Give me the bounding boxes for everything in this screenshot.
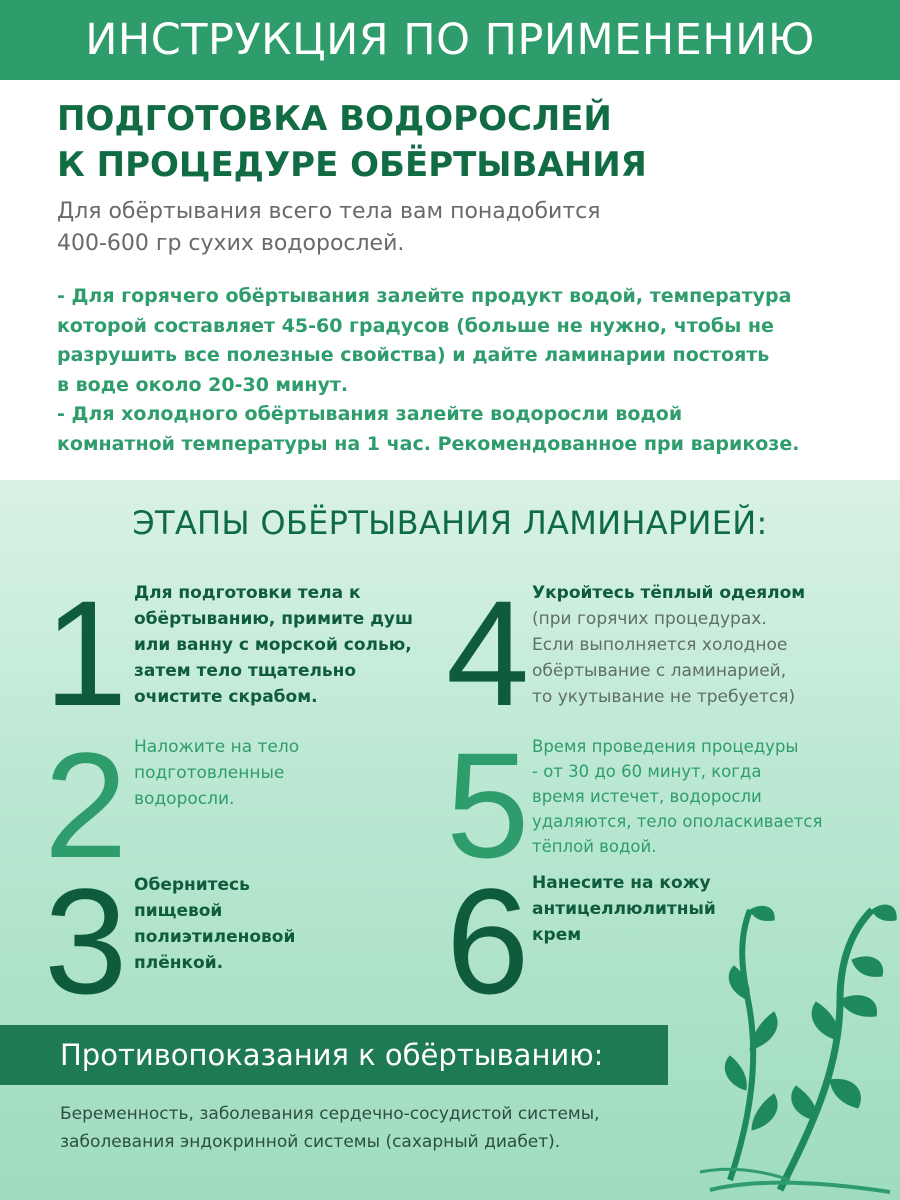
step-text-line: Обернитесь — [134, 875, 250, 895]
contraindications-line: заболевания эндокринной системы (сахарный диабет). — [60, 1132, 561, 1152]
step-text-line: подготовленные — [134, 763, 285, 783]
step-text-line: или ванну с морской солью, — [134, 635, 412, 655]
step-text-line: Нанесите на кожу — [532, 873, 711, 893]
preparation-title-line: К ПРОЦЕДУРЕ ОБЁРТЫВАНИЯ — [57, 145, 647, 185]
step-text-line: Время проведения процедуры — [532, 737, 799, 756]
step-6-number: 6 — [446, 857, 530, 1025]
contraindications-title: Противопоказания к обёртыванию: — [60, 1038, 604, 1072]
step-text-line: удаляются, тело ополаскивается — [532, 812, 823, 831]
step-text-line: Наложите на тело — [134, 737, 300, 757]
step-text-line: то укутывание не требуется) — [532, 687, 796, 707]
contraindications-text — [60, 1100, 720, 1156]
step-text-line: плёнкой. — [134, 953, 224, 973]
step-text-line: обёртывание с ламинарией, — [532, 661, 787, 681]
step-4-number: 4 — [446, 569, 530, 737]
preparation-line: комнатной температуры на 1 час. Рекомендованное при варикозе. — [57, 432, 800, 455]
preparation-instructions — [57, 282, 887, 459]
step-2-number: 2 — [44, 721, 128, 889]
preparation-intro-line: 400-600 гр сухих водорослей. — [57, 231, 405, 256]
step-6-text — [532, 870, 716, 948]
page-title: ИНСТРУКЦИЯ ПО ПРИМЕНЕНИЮ — [85, 15, 815, 65]
steps-title: ЭТАПЫ ОБЁРТЫВАНИЯ ЛАМИНАРИЕЙ: — [132, 504, 768, 542]
step-text-line: Укройтесь тёплый одеялом — [532, 583, 806, 603]
preparation-line: которой составляет 45-60 градусов (больше не нужно, чтобы не — [57, 314, 774, 337]
preparation-line: - Для горячего обёртывания залейте продукт водой, температура — [57, 285, 792, 307]
steps-section — [0, 480, 900, 1200]
step-2-text — [134, 734, 299, 812]
step-text-line: затем тело тщательно — [134, 661, 357, 681]
seaweed-icon — [690, 880, 900, 1200]
step-text-line: Если выполняется холодное — [532, 635, 788, 655]
step-text-line: водоросли. — [134, 789, 235, 809]
step-4-text — [532, 580, 805, 710]
step-3-text — [134, 872, 295, 976]
step-text-line: (при горячих процедурах. — [532, 609, 767, 629]
contraindications-line: Беременность, заболевания сердечно-сосудистой системы, — [60, 1104, 600, 1124]
step-text-line: полиэтиленовой — [134, 927, 296, 947]
preparation-section — [0, 80, 900, 480]
step-text-line: обёртыванию, примите душ — [134, 609, 414, 629]
step-5-number: 5 — [446, 721, 530, 889]
preparation-intro-line: Для обёртывания всего тела вам понадобится — [57, 199, 601, 224]
step-text-line: тёплой водой. — [532, 837, 657, 856]
step-text-line: пищевой — [134, 901, 223, 921]
step-text-line: антицеллюлитный — [532, 899, 716, 919]
preparation-title-line: ПОДГОТОВКА ВОДОРОСЛЕЙ — [57, 99, 612, 139]
step-3-number: 3 — [44, 857, 128, 1025]
step-text-line: время истечет, водоросли — [532, 787, 762, 806]
preparation-title — [57, 96, 857, 188]
step-1-text — [134, 580, 413, 710]
step-5-text — [532, 734, 822, 859]
preparation-line: разрушить все полезные свойства) и дайте ламинарии постоять — [57, 344, 770, 366]
preparation-line: - Для холодного обёртывания залейте водоросли водой — [57, 403, 683, 425]
step-text-line: очистите скрабом. — [134, 687, 318, 707]
step-text-line: Для подготовки тела к — [134, 583, 361, 603]
step-text-line: - от 30 до 60 минут, когда — [532, 762, 762, 781]
preparation-intro — [57, 196, 877, 260]
step-1-number: 1 — [44, 569, 128, 737]
preparation-line: в воде около 20-30 минут. — [57, 373, 349, 396]
step-text-line: крем — [532, 925, 582, 945]
